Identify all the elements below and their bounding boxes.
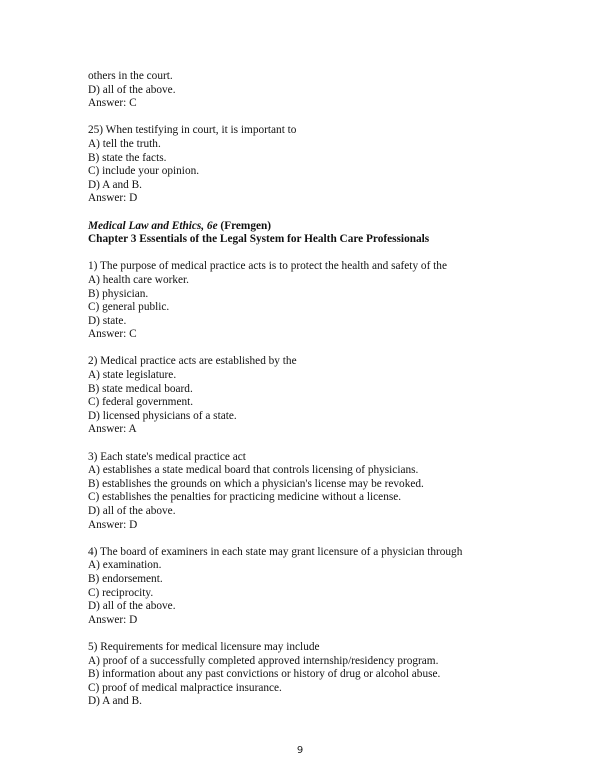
book-heading: [88, 220, 568, 234]
book-title: Medical Law and Ethics, 6e: [88, 219, 218, 232]
question-3: [88, 451, 568, 533]
option: A) state legislature.: [88, 369, 177, 382]
answer: Answer: D: [88, 518, 138, 531]
option: A) tell the truth.: [88, 137, 161, 150]
continuation-line: others in the court.: [88, 70, 173, 82]
option: D) all of the above.: [88, 505, 176, 517]
option: D) state.: [88, 314, 127, 327]
page-number: 9: [296, 745, 304, 756]
question-text: 4) The board of examiners in each state may grant licensure of a physician through: [88, 545, 463, 558]
question-4: [88, 546, 568, 628]
option: B) state medical board.: [88, 382, 193, 395]
option: C) include your opinion.: [88, 165, 200, 178]
option: D) all of the above.: [88, 600, 176, 613]
option: B) information about any past convictions or history of drug or alcohol abuse.: [88, 668, 441, 681]
question-text: 3) Each state's medical practice act: [88, 450, 246, 463]
question-text: 1) The purpose of medical practice acts is to protect the health and safety of the: [88, 260, 447, 273]
book-author: (Fremgen): [217, 219, 272, 232]
option: A) establishes a state medical board that controls licensing of physicians.: [88, 464, 419, 477]
option: B) state the facts.: [88, 151, 167, 164]
option: D) A and B.: [88, 695, 142, 708]
question-text: 5) Requirements for medical licensure may include: [88, 640, 320, 653]
chapter-heading: Chapter 3 Essentials of the Legal System for Health Care Professionals: [88, 233, 430, 246]
question-text: 25) When testifying in court, it is important to: [88, 124, 297, 137]
question-2: [88, 355, 568, 437]
option: A) examination.: [88, 559, 162, 572]
question-25: [88, 124, 568, 206]
question-5: [88, 641, 568, 709]
option: B) physician.: [88, 287, 149, 300]
option: C) federal government.: [88, 396, 194, 409]
option: D) licensed physicians of a state.: [88, 409, 237, 422]
option: C) establishes the penalties for practicing medicine without a license.: [88, 491, 402, 504]
option: D) A and B.: [88, 178, 142, 191]
continuation-line: D) all of the above.: [88, 83, 176, 96]
continuation-block: [88, 70, 568, 111]
answer: Answer: D: [88, 613, 138, 626]
option: A) health care worker.: [88, 273, 189, 286]
answer: Answer: D: [88, 192, 138, 205]
option: C) reciprocity.: [88, 586, 154, 599]
option: C) general public.: [88, 301, 170, 314]
option: C) proof of medical malpractice insurance.: [88, 681, 282, 694]
option: A) proof of a successfully completed approved internship/residency program.: [88, 654, 439, 667]
question-text: 2) Medical practice acts are established by the: [88, 355, 297, 368]
option: B) establishes the grounds on which a physician's license may be revoked.: [88, 477, 424, 490]
question-1: [88, 260, 568, 342]
answer: Answer: C: [88, 328, 137, 341]
answer: Answer: A: [88, 423, 137, 436]
continuation-answer: Answer: C: [88, 97, 137, 110]
option: B) endorsement.: [88, 572, 163, 585]
document-page: [88, 70, 568, 709]
